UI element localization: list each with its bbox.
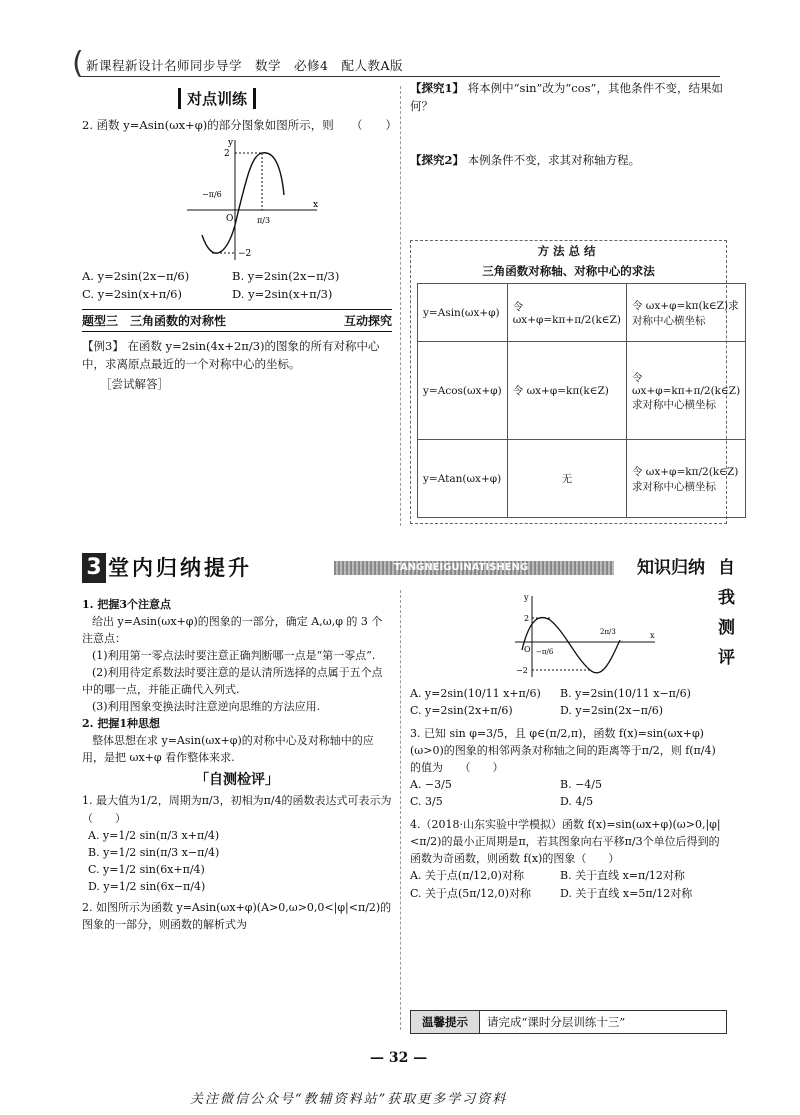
topic-right: 互动探究 bbox=[343, 314, 392, 329]
row2-center: 令 ωx+φ=kπ+π/2(k∈Z)求对称中心横坐标 bbox=[626, 342, 745, 440]
option-a[interactable]: A. y=2sin(2x−π/6) bbox=[82, 268, 190, 283]
t3-option-b[interactable]: B. −4/5 bbox=[560, 778, 602, 792]
test-1-option-a[interactable]: A. y=1/2 sin(π/3 x+π/4) bbox=[88, 828, 220, 842]
test-1-option-d[interactable]: D. y=1/2 sin(6x−π/4) bbox=[88, 879, 206, 893]
test-2-graph bbox=[510, 592, 660, 682]
right-bottom-column bbox=[410, 592, 725, 902]
point-2-heading: 2. 把握1种思想 bbox=[82, 717, 160, 731]
point-1-text: 给出 y=Asin(ωx+φ)的图象的一部分，确定 A,ω,φ 的 3 个注意点： bbox=[82, 615, 383, 646]
table-row bbox=[418, 440, 746, 518]
page-number: — 32 — bbox=[370, 1050, 428, 1066]
test-4: 4.（2018·山东实验中学模拟）函数 f(x)=sin(ωx+φ)(ω>0,|φ|<π/2)的最小正周期是π，若其图象向右平移π/3个单位后得到的函数为奇函数，则函数 f(x)的图象（ ） bbox=[410, 818, 721, 866]
option-c[interactable]: C. y=2sin(x+π/6) bbox=[82, 286, 182, 301]
header-brace: ( bbox=[72, 46, 84, 81]
method-table bbox=[417, 283, 746, 518]
explore-2 bbox=[410, 152, 725, 170]
self-test-title: 「自测检评」 bbox=[195, 772, 279, 789]
row1-axis: 令 ωx+φ=kπ+π/2(k∈Z) bbox=[507, 284, 626, 342]
table-row bbox=[418, 342, 746, 440]
header-rule bbox=[80, 76, 720, 77]
explore-1-text: 将本例中“sin”改为“cos”，其他条件不变，结果如何？ bbox=[410, 81, 723, 113]
banner-tag-knowledge: 知识归纳 bbox=[637, 558, 705, 578]
t2-option-b[interactable]: B. y=2sin(10/11 x−π/6) bbox=[560, 687, 691, 700]
explore-2-text: 本例条件不变，求其对称轴方程。 bbox=[467, 152, 641, 167]
test-3-options bbox=[410, 776, 725, 810]
t3-option-a[interactable]: A. −3/5 bbox=[410, 778, 452, 792]
point-1b: (2)利用待定系数法时要注意的是认清所选择的点属于五个点中的哪一点，并能正确代入列式. bbox=[82, 666, 383, 697]
option-d[interactable]: D. y=2sin(x+π/3) bbox=[232, 286, 333, 301]
max-label: 2 bbox=[224, 148, 230, 159]
two-pi3-label: 2π/3 bbox=[600, 628, 616, 636]
test-1: 1. 最大值为1/2，周期为π/3，初相为π/4的函数表达式可表示为 （ ） bbox=[82, 794, 414, 825]
t3-option-d[interactable]: D. 4/5 bbox=[560, 795, 594, 809]
example-3: 【例3】 在函数 y=2sin(4x+2π/3)的图象的所有对称中心中，求离原点最近的一个对称中心的坐标。 bbox=[82, 339, 380, 372]
x-label: x bbox=[650, 631, 655, 640]
banner-tag-selftest: 自我测评 bbox=[718, 558, 735, 668]
neg-pi6-label: −π/6 bbox=[536, 648, 554, 656]
sine-curve bbox=[522, 618, 620, 673]
try-answer: ［尝试解答］ bbox=[100, 377, 169, 392]
q2-options bbox=[82, 268, 392, 304]
test-4-options bbox=[410, 867, 725, 901]
t4-option-a[interactable]: A. 关于点(π/12,0)对称 bbox=[410, 869, 524, 883]
t4-option-d[interactable]: D. 关于直线 x=5π/12对称 bbox=[560, 886, 693, 900]
neg-pi6-label: −π/6 bbox=[202, 189, 222, 199]
point-1c: (3)利用图象变换法时注意逆向思维的方法应用. bbox=[92, 700, 321, 714]
table-row bbox=[418, 284, 746, 342]
point-1-heading: 1. 把握3个注意点 bbox=[82, 598, 171, 611]
point-2-text: 整体思想在求 y=Asin(ωx+φ)的对称中心及对称轴中的应用，是把 ωx+φ 看作整体来求. bbox=[82, 734, 374, 765]
t4-option-b[interactable]: B. 关于直线 x=π/12对称 bbox=[560, 869, 685, 883]
test-1-option-b[interactable]: B. y=1/2 sin(π/3 x−π/4) bbox=[88, 845, 220, 859]
reminder-box bbox=[410, 1010, 727, 1034]
banner-title: 堂内归纳提升 bbox=[108, 556, 252, 580]
row2-function: y=Acos(ωx+φ) bbox=[418, 342, 508, 440]
topic-title: 题型三 三角函数的对称性 bbox=[82, 314, 227, 329]
pi3-label: π/3 bbox=[257, 215, 271, 225]
t4-option-c[interactable]: C. 关于点(5π/12,0)对称 bbox=[410, 886, 532, 900]
y-label: y bbox=[228, 137, 234, 148]
reminder-text: 请完成“课时分层训练十三” bbox=[487, 1015, 626, 1029]
max-label: 2 bbox=[524, 614, 530, 623]
banner-pinyin: TANGNEIGUINATISHENG bbox=[334, 561, 614, 575]
left-top-column bbox=[82, 88, 397, 394]
method-subtitle: 三角函数对称轴、对称中心的求法 bbox=[482, 264, 655, 278]
explore-2-label: 【探究2】 bbox=[410, 152, 465, 167]
section-title: 对点训练 bbox=[178, 88, 256, 109]
test-3: 3. 已知 sin φ=3/5，且 φ∈(π/2,π)，函数 f(x)=sin(ωx+φ)(ω>0)的图象的相邻两条对称轴之间的距离等于π/2，则 f(π/4)的值为 （ ） bbox=[410, 727, 716, 775]
min-label: −2 bbox=[238, 248, 252, 259]
y-label: y bbox=[524, 593, 529, 602]
test-2-options bbox=[410, 685, 725, 719]
option-b[interactable]: B. y=2sin(2x−π/3) bbox=[232, 268, 340, 283]
explore-1 bbox=[410, 80, 725, 116]
column-divider-top bbox=[400, 86, 401, 526]
row2-axis: 令 ωx+φ=kπ(k∈Z) bbox=[507, 342, 626, 440]
min-label: −2 bbox=[516, 666, 528, 675]
row3-axis: 无 bbox=[507, 440, 626, 518]
footer-note: 关注微信公众号“教辅资料站”获取更多学习资料 bbox=[190, 1092, 508, 1107]
column-divider-bottom bbox=[400, 590, 401, 1030]
t2-option-d[interactable]: D. y=2sin(2x−π/6) bbox=[560, 704, 664, 718]
row1-function: y=Asin(ωx+φ) bbox=[418, 284, 508, 342]
row3-function: y=Atan(ωx+φ) bbox=[418, 440, 508, 518]
method-title: 方法总结 bbox=[537, 244, 600, 258]
t3-option-c[interactable]: C. 3/5 bbox=[410, 795, 443, 809]
question-2: 2. 函数 y=Asin(ωx+φ)的部分图象如图所示，则 （ ） bbox=[82, 118, 397, 132]
left-bottom-column bbox=[82, 596, 414, 933]
row3-center: 令 ωx+φ=kπ/2(k∈Z)求对称中心横坐标 bbox=[626, 440, 745, 518]
q2-graph bbox=[182, 135, 322, 265]
topic-bar bbox=[82, 309, 392, 332]
x-label: x bbox=[313, 199, 319, 210]
test-1-option-c[interactable]: C. y=1/2 sin(6x+π/4) bbox=[88, 862, 205, 876]
test-2: 2. 如图所示为函数 y=Asin(ωx+φ)(A>0,ω>0,0<|φ|<π/2)的图象的一部分，则函数的解析式为 bbox=[82, 900, 392, 931]
t2-option-c[interactable]: C. y=2sin(2x+π/6) bbox=[410, 704, 513, 718]
origin-label: O bbox=[226, 213, 234, 224]
method-summary-box bbox=[410, 240, 741, 524]
reminder-label: 温馨提示 bbox=[411, 1011, 480, 1033]
banner-number: 3 bbox=[82, 553, 106, 583]
sine-curve bbox=[202, 153, 284, 253]
t2-option-a[interactable]: A. y=2sin(10/11 x+π/6) bbox=[410, 687, 541, 700]
explore-1-label: 【探究1】 bbox=[410, 81, 465, 95]
page-header: 新课程新设计名师同步导学 数学 必修4 配人教A版 bbox=[86, 58, 403, 73]
point-1a: (1)利用第一零点法时要注意正确判断哪一点是“第一零点”. bbox=[92, 649, 376, 663]
row1-center: 令 ωx+φ=kπ(k∈Z)求对称中心横坐标 bbox=[626, 284, 745, 342]
right-top-column bbox=[410, 80, 725, 169]
section-title-box bbox=[42, 88, 392, 109]
origin-label: O bbox=[524, 645, 531, 654]
